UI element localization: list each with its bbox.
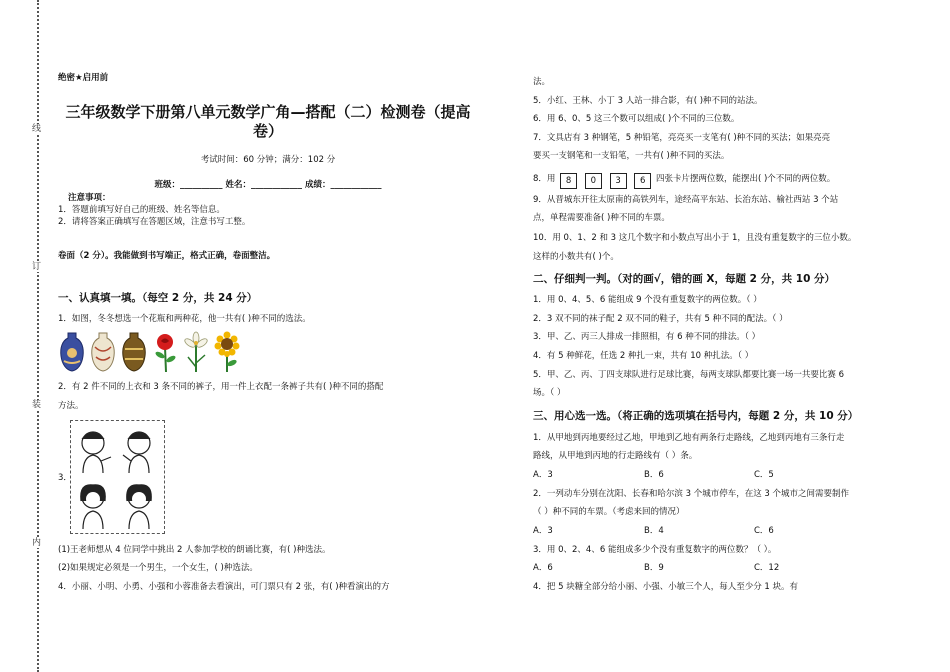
flowers-vases-picture bbox=[58, 331, 241, 375]
choice-option: C．5 bbox=[754, 470, 774, 480]
number-card: 6 bbox=[634, 173, 651, 189]
judge-item: 1．用 0、4、5、6 能组成 9 个没有重复数字的两位数。（ ） bbox=[533, 295, 762, 305]
choice-option: B．4 bbox=[644, 526, 664, 536]
judge-item: 2．3 双不同的袜子配 2 双不同的鞋子，共有 5 种不同的配法。（ ） bbox=[533, 314, 788, 324]
question-1-4-line2: 法。 bbox=[533, 77, 551, 87]
children-icon bbox=[70, 420, 165, 534]
question-1-7-line1: 7．文具店有 3 种钢笔，5 种铅笔，亮亮买一支笔有( )种不同的买法；如果亮亮 bbox=[533, 133, 831, 143]
question-1-8-prefix: 8．用 bbox=[533, 174, 556, 184]
question-1-3-1: (1)王老师想从 4 位同学中挑出 2 人参加学校的朗诵比赛，有( )种选法。 bbox=[58, 545, 331, 555]
question-1-2-line2: 方法。 bbox=[58, 401, 84, 411]
choice-3: 3．用 0、2、4、6 能组成多少个没有重复数字的两位数？（ ）。 bbox=[533, 545, 777, 555]
question-1-7-line2: 要买一支钢笔和一支铅笔，一共有( )种不同的买法。 bbox=[533, 151, 730, 161]
lily-icon bbox=[182, 331, 210, 373]
choice-option: A．3 bbox=[533, 526, 553, 536]
section2-heading: 二、仔细判一判。（对的画√，错的画 X，每题 2 分，共 10 分） bbox=[533, 273, 836, 285]
choice-1-line1: 1．从甲地到丙地要经过乙地，甲地到乙地有两条行走路线，乙地到丙地有三条行走 bbox=[533, 433, 845, 443]
left-column bbox=[58, 0, 478, 672]
choice-4: 4．把 5 块糖全部分给小丽、小强、小敏三个人，每人至少分 1 块。有 bbox=[533, 582, 799, 592]
vase-white-icon bbox=[89, 331, 117, 373]
secret-label: 绝密★启用前 bbox=[58, 73, 109, 83]
number-card: 0 bbox=[585, 173, 602, 189]
judge-item: 4．有 5 种鲜花，任选 2 种扎一束，共有 10 种扎法。（ ） bbox=[533, 351, 754, 361]
page-title-line1: 三年级数学下册第八单元数学广角—搭配（二）检测卷（提高 bbox=[65, 103, 471, 121]
choice-option: A．6 bbox=[533, 563, 553, 573]
page-title-line2: 卷） bbox=[252, 122, 283, 140]
question-1-3-label: 3． bbox=[58, 473, 72, 483]
question-1-4-line1: 4．小丽、小明、小勇、小强和小蓉准备去看演出，可门票只有 2 张，有( )种看演出的方 bbox=[58, 582, 390, 592]
choice-1-line2: 路线，从甲地到丙地的行走路线有（ ）条。 bbox=[533, 451, 698, 461]
question-1-6: 6．用 6、0、5 这三个数可以组成( )个不同的三位数。 bbox=[533, 114, 740, 124]
judge-item-5-line2: 场。（ ） bbox=[533, 388, 566, 398]
section3-heading: 三、用心选一选。（将正确的选项填在括号内，每题 2 分，共 10 分） bbox=[533, 410, 859, 422]
note-item: 2．请将答案正确填写在答题区域，注意书写工整。 bbox=[58, 217, 251, 227]
judge-item: 3．甲、乙、丙三人排成一排照相，有 6 种不同的排法。（ ） bbox=[533, 332, 761, 342]
section1-heading: 一、认真填一填。（每空 2 分，共 24 分） bbox=[58, 292, 258, 304]
notes-heading: 注意事项： bbox=[68, 193, 111, 203]
question-1-3-2: (2)如果规定必须是一个男生，一个女生，( )种选法。 bbox=[58, 563, 258, 573]
choice-option: C．6 bbox=[754, 526, 774, 536]
number-card: 8 bbox=[560, 173, 577, 189]
choice-option: A．3 bbox=[533, 470, 553, 480]
neatness-statement: 卷面（2 分）。我能做到书写端正，格式正确，卷面整洁。 bbox=[58, 251, 276, 261]
question-1-9-line1: 9．从晋城东开往太原南的高铁列车，途经高平东站、长治东站、榆社西站 3 个站 bbox=[533, 195, 839, 205]
question-1-8 bbox=[533, 171, 835, 187]
vase-gold-icon bbox=[120, 331, 148, 373]
judge-item-5-line1: 5．甲、乙、丙、丁四支球队进行足球比赛，每两支球队都要比赛一场一共要比赛 6 bbox=[533, 370, 845, 380]
seal-char: 线 bbox=[32, 124, 42, 134]
number-card: 3 bbox=[610, 173, 627, 189]
seal-char: 装 bbox=[32, 400, 42, 410]
rose-icon bbox=[151, 331, 179, 373]
choice-2-line2: （ ）种不同的车票。（考虑来回的情况） bbox=[533, 507, 685, 517]
note-item: 1．答题前填写好自己的班级、姓名等信息。 bbox=[58, 205, 225, 215]
choice-option: B．9 bbox=[644, 563, 664, 573]
vase-blue-icon bbox=[58, 331, 86, 373]
right-column bbox=[533, 0, 933, 672]
question-1-10-line1: 10．用 0、1、2 和 3 这几个数字和小数点写出小于 1，且没有重复数字的三位小数。 bbox=[533, 233, 857, 243]
choice-option: C．12 bbox=[754, 563, 780, 573]
choice-option: B．6 bbox=[644, 470, 664, 480]
seal-char: 内 bbox=[32, 538, 42, 548]
binding-strip bbox=[0, 0, 48, 672]
question-1-8-suffix: 四张卡片摆两位数，能摆出( )个不同的两位数。 bbox=[655, 174, 836, 184]
question-1-9-line2: 点，单程需要准备( )种不同的车票。 bbox=[533, 213, 670, 223]
seal-char: 订 bbox=[32, 262, 42, 272]
student-fields: 班级：__________ 姓名：____________ 成绩：____________ bbox=[154, 180, 382, 190]
sunflower-icon bbox=[213, 331, 241, 373]
question-1-2-line1: 2．有 2 件不同的上衣和 3 条不同的裤子，用一件上衣配一条裤子共有( )种不同的搭配 bbox=[58, 382, 384, 392]
exam-info: 考试时间：60 分钟；满分：102 分 bbox=[200, 155, 336, 165]
question-1-1: 1．如图，冬冬想选一个花瓶和两种花，他一共有( )种不同的选法。 bbox=[58, 314, 311, 324]
question-1-5: 5．小红、王林、小丁 3 人站一排合影，有( )种不同的站法。 bbox=[533, 96, 763, 106]
question-1-10-line2: 这样的小数共有( )个。 bbox=[533, 252, 619, 262]
binding-dotted-line bbox=[37, 0, 39, 672]
choice-2-line1: 2．一列动车分别在沈阳、长春和哈尔滨 3 个城市停车，在这 3 个城市之间需要制作 bbox=[533, 489, 850, 499]
